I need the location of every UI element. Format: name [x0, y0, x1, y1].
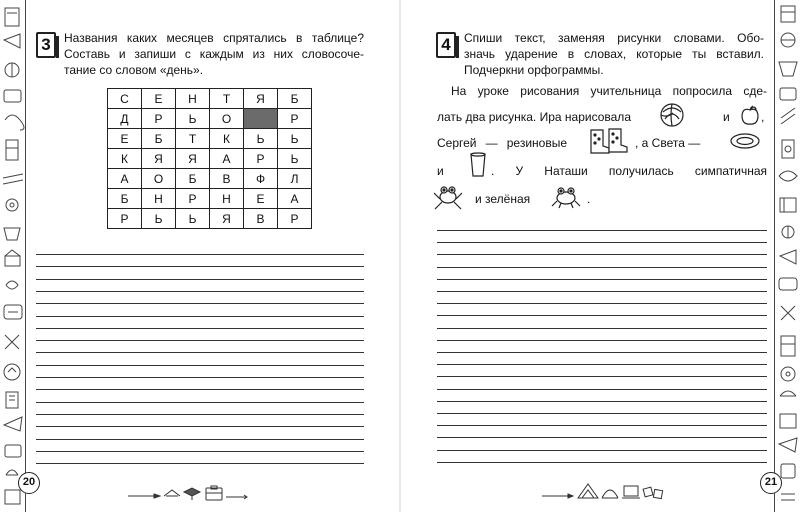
grid-cell: Н: [176, 89, 210, 109]
grid-cell: Б: [108, 189, 142, 209]
task-3-line: Названия каких месяцев спрятались в таблице?: [64, 31, 364, 45]
writing-line: [437, 291, 767, 292]
writing-line: [36, 303, 364, 304]
task-3-instructions: [64, 30, 364, 78]
writing-line: [437, 401, 767, 402]
grid-cell: Е: [142, 89, 176, 109]
story-line-5-start: и зелёная: [475, 192, 531, 206]
grid-row: [108, 209, 312, 229]
story-line-3-start: Сергей — резиновые: [437, 136, 567, 150]
story-line-5-end: .: [587, 192, 591, 206]
page-gutter: [399, 0, 401, 512]
frog-icon: [549, 182, 583, 210]
writing-line: [36, 266, 364, 267]
writing-line: [437, 425, 767, 426]
grid-cell: Р: [244, 149, 278, 169]
grid-cell: Б: [176, 169, 210, 189]
writing-line: [36, 316, 364, 317]
grid-cell: Я: [142, 149, 176, 169]
grid-cell: Л: [278, 169, 312, 189]
grid-cell: Б: [142, 129, 176, 149]
frog-jumping-icon: [431, 182, 465, 212]
grid-row: [108, 109, 312, 129]
grid-cell: Ь: [244, 129, 278, 149]
cabbage-icon: [655, 100, 689, 128]
grid-cell-shaded: [244, 109, 278, 129]
grid-cell: К: [108, 149, 142, 169]
grid-row: [108, 189, 312, 209]
writing-line: [36, 279, 364, 280]
task-4-line: Спиши текст, заменяя рисунки словами. Обо-: [464, 31, 764, 45]
grid-cell: О: [142, 169, 176, 189]
writing-line: [437, 340, 767, 341]
grid-cell: Н: [210, 189, 244, 209]
writing-line: [36, 463, 364, 464]
grid-row: [108, 129, 312, 149]
grid-cell: А: [278, 189, 312, 209]
writing-line: [36, 426, 364, 427]
grid-cell: Ь: [278, 149, 312, 169]
story-line-1: На уроке рисования учительница попросила сде-: [451, 84, 767, 98]
writing-line: [36, 365, 364, 366]
writing-line: [36, 389, 364, 390]
writing-line: [437, 328, 767, 329]
writing-line: [437, 413, 767, 414]
writing-line: [36, 352, 364, 353]
school-doodles-icon: [0, 0, 26, 512]
writing-line: [437, 279, 767, 280]
grid-cell: В: [244, 209, 278, 229]
grid-cell: С: [108, 89, 142, 109]
writing-line: [36, 451, 364, 452]
stationery-doodle-icon: [126, 482, 248, 504]
task-4-instructions: [464, 30, 764, 78]
apple-icon: [739, 104, 761, 126]
writing-line: [437, 254, 767, 255]
grid-cell: О: [210, 109, 244, 129]
story-line-3-middle: , а Света —: [635, 136, 701, 150]
letter-grid: [107, 88, 312, 229]
grid-cell: Я: [244, 89, 278, 109]
writing-line: [36, 291, 364, 292]
grid-cell: Ф: [244, 169, 278, 189]
writing-line: [437, 450, 767, 451]
boots-icon: [587, 126, 631, 156]
grid-cell: Д: [108, 109, 142, 129]
writing-line: [36, 377, 364, 378]
writing-line: [437, 462, 767, 463]
writing-line: [437, 352, 767, 353]
page-number-right: 21: [760, 472, 782, 494]
grid-cell: Ь: [142, 209, 176, 229]
writing-line: [36, 402, 364, 403]
task-number-4: 4: [436, 32, 456, 58]
writing-line: [437, 315, 767, 316]
grid-cell: Р: [278, 109, 312, 129]
grid-cell: Т: [176, 129, 210, 149]
right-writing-lines[interactable]: [437, 230, 767, 466]
grid-cell: Р: [142, 109, 176, 129]
grid-cell: Р: [176, 189, 210, 209]
grid-cell: Р: [278, 209, 312, 229]
grid-cell: Е: [244, 189, 278, 209]
writing-line: [437, 437, 767, 438]
school-doodles-icon: [775, 0, 800, 512]
writing-line: [36, 328, 364, 329]
writing-line: [36, 414, 364, 415]
stationery-doodle-icon: [540, 478, 666, 504]
task-3-line: Составь и запиши с каждым из них словосоче-: [64, 47, 364, 61]
grid-cell: А: [210, 149, 244, 169]
glass-icon: [469, 152, 487, 178]
grid-cell: Я: [210, 209, 244, 229]
grid-cell: Н: [142, 189, 176, 209]
story-line-2-comma: ,: [761, 110, 765, 124]
grid-cell: Я: [176, 149, 210, 169]
grid-cell: Р: [108, 209, 142, 229]
writing-line: [437, 267, 767, 268]
story-line-2-and: и: [723, 110, 730, 124]
writing-line: [36, 439, 364, 440]
grid-row: [108, 149, 312, 169]
grid-row: [108, 89, 312, 109]
writing-line: [437, 376, 767, 377]
plate-icon: [729, 132, 761, 150]
grid-cell: К: [210, 129, 244, 149]
writing-line: [36, 340, 364, 341]
page-number-left: 20: [18, 472, 40, 494]
task-4-line: значь ударение в словах, которые ты вставил.: [464, 47, 764, 61]
story-line-4-end: . У Наташи получилась симпатичная: [491, 164, 767, 178]
left-writing-lines[interactable]: [36, 254, 364, 464]
grid-cell: Ь: [176, 109, 210, 129]
task-4-line: Подчеркни орфограммы.: [464, 63, 604, 77]
grid-cell: Ь: [278, 129, 312, 149]
writing-line: [36, 254, 364, 255]
story-line-2-start: лать два рисунка. Ира нарисовала: [437, 110, 631, 124]
grid-cell: Е: [108, 129, 142, 149]
grid-cell: Ь: [176, 209, 210, 229]
left-doodle-border: [0, 0, 26, 512]
story-text: [437, 84, 767, 214]
task-number-3: 3: [36, 32, 56, 58]
grid-cell: В: [210, 169, 244, 189]
grid-cell: Б: [278, 89, 312, 109]
writing-line: [437, 230, 767, 231]
writing-line: [437, 389, 767, 390]
grid-cell: А: [108, 169, 142, 189]
task-3-line: тание со словом «день».: [64, 63, 204, 77]
writing-line: [437, 303, 767, 304]
grid-row: [108, 169, 312, 189]
story-line-4-and: и: [437, 164, 444, 178]
grid-cell: Т: [210, 89, 244, 109]
writing-line: [437, 364, 767, 365]
writing-line: [437, 242, 767, 243]
right-doodle-border: [774, 0, 800, 512]
